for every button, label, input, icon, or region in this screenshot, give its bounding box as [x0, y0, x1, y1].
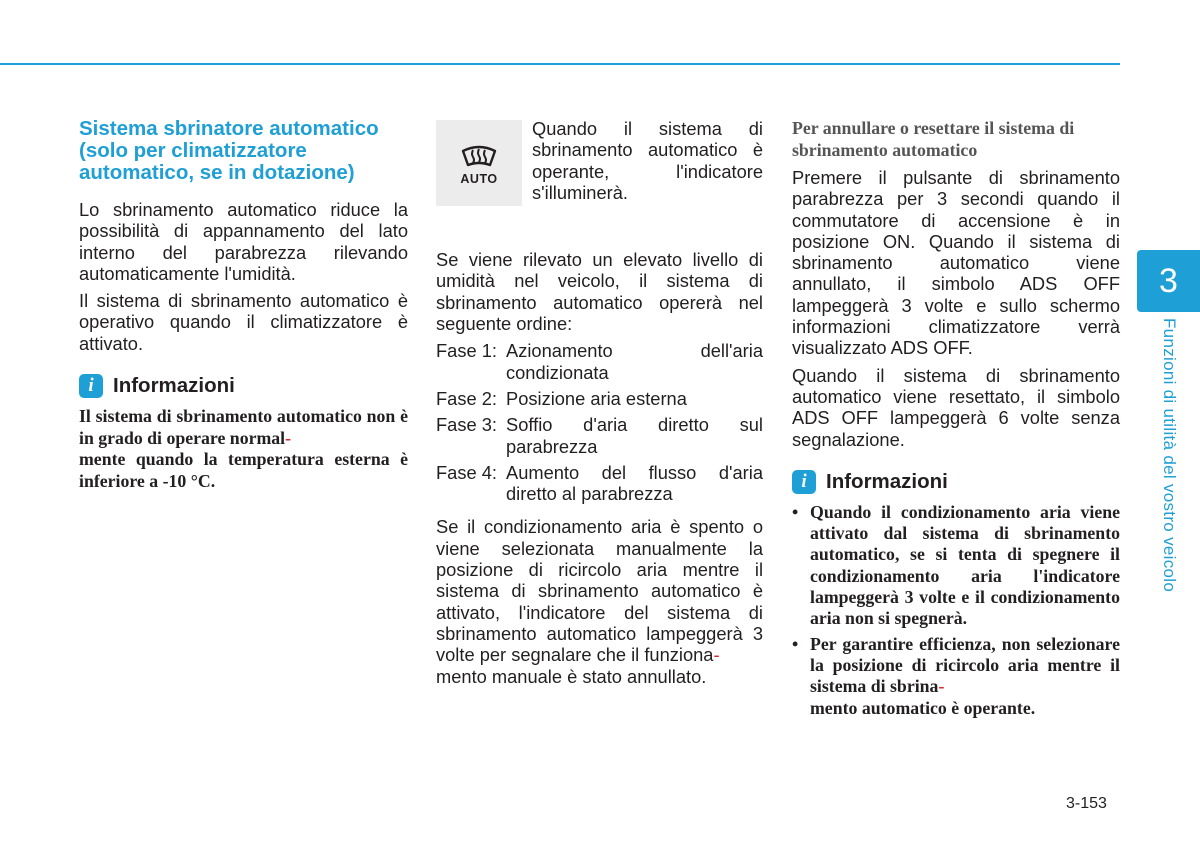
paragraph-part: Se il condizionamento aria è spento o viene selezionata manualmente la posizione di ricircolo aria mentre il sistema di sbrinamento automatico è attivato, l'indicatore del sistema di sbrinamento automatico lampeggerà 3 volte per segnalare che il funziona: [436, 516, 763, 666]
step-item: [436, 414, 763, 457]
step-text: Soffio d'aria diretto sul parabrezza: [506, 414, 763, 457]
steps-list: [436, 340, 763, 504]
step-label: Fase 2:: [436, 387, 497, 409]
bullet: •: [792, 633, 799, 654]
chapter-tab: 3: [1137, 250, 1200, 312]
info-header: [792, 470, 1120, 494]
step-text: Posizione aria esterna: [506, 387, 687, 409]
paragraph: Il sistema di sbrinamento automatico è operativo quando il climatizzatore è attivato.: [79, 290, 408, 354]
auto-defog-button-image: [436, 120, 522, 206]
step-item: [436, 340, 763, 383]
column-middle: [436, 118, 763, 693]
step-label: Fase 1:: [436, 340, 497, 362]
step-label: Fase 4:: [436, 461, 497, 483]
list-item: [792, 634, 1120, 719]
step-label: Fase 3:: [436, 414, 497, 436]
auto-defog-indicator-row: [436, 118, 763, 209]
step-text: Azionamento dell'aria condizionata: [506, 340, 763, 383]
info-header: [79, 374, 408, 398]
info-bullet-list: [792, 502, 1120, 719]
bullet-text-part: Per garantire efficienza, non selezionare la posizione di ricircolo aria mentre il sistema di sbrina: [810, 633, 1120, 697]
bullet-text-part: mento automatico è operante.: [810, 697, 1036, 718]
step-text: Aumento del flusso d'aria diretto al parabrezza: [506, 461, 763, 505]
paragraph: Premere il pulsante di sbrinamento parabrezza per 3 secondi quando il commutatore di accensione è in posizione ON. Quando il sistema di sbrinamento automatico viene annullato, il simbolo ADS OFF lampeggerà 3 volte e sullo schermo informazioni climatizzatore verrà visualizzato ADS OFF.: [792, 167, 1120, 359]
paragraph-part: mento manuale è stato annullato.: [436, 665, 707, 687]
bullet-text: [810, 634, 1120, 719]
hyphen: -: [713, 644, 720, 666]
paragraph: Quando il sistema di sbrinamento automatico è operante, l'indicatore s'illuminerà.: [532, 118, 763, 203]
info-icon: i: [792, 470, 816, 494]
windshield-defrost-icon: [459, 141, 499, 171]
chapter-title: Funzioni di utilità del vostro veicolo: [1160, 318, 1179, 593]
step-item: [436, 462, 763, 505]
paragraph: Quando il sistema di sbrinamento automatico viene resettato, il simbolo ADS OFF lampeggerà 6 volte senza segnalazione.: [792, 364, 1120, 450]
sub-heading: Per annullare o resettare il sistema di sbrinamento automatico: [792, 118, 1075, 160]
page-number: 3-153: [1066, 795, 1107, 812]
bullet: •: [792, 501, 799, 522]
top-divider: [0, 63, 1120, 65]
auto-label: AUTO: [460, 171, 498, 186]
section-heading: Sistema sbrinatore automatico (solo per climatizzatore automatico, se in dotazione): [79, 117, 379, 184]
info-title: Informazioni: [826, 469, 948, 493]
info-text-part: Il sistema di sbrinamento automatico non è in grado di operare normal: [79, 406, 408, 448]
step-item: [436, 388, 763, 409]
paragraph: Lo sbrinamento automatico riduce la possibilità di appannamento del lato interno del parabrezza rilevando automaticamente l'umidità.: [79, 199, 408, 284]
column-right: [792, 118, 1120, 723]
info-text: [79, 406, 408, 492]
hyphen: -: [285, 427, 292, 448]
paragraph: [436, 516, 763, 686]
info-text-part: mente quando la temperatura esterna è inferiore a -10 °C.: [79, 449, 408, 491]
info-icon: i: [79, 374, 103, 398]
info-title: Informazioni: [113, 374, 235, 398]
list-item: [792, 502, 1120, 630]
bullet-text: Quando il condizionamento aria viene attivato dal sistema di sbrinamento automatico, se si tenta di spegnere il condizionamento aria l'indicatore lampeggerà 3 volte e il condizionamento aria non si spegnerà.: [810, 501, 1120, 629]
hyphen: -: [938, 676, 945, 697]
paragraph: Se viene rilevato un elevato livello di umidità nel veicolo, il sistema di sbrinamento automatico opererà nel seguente ordine:: [436, 249, 763, 335]
column-left: [79, 118, 408, 492]
